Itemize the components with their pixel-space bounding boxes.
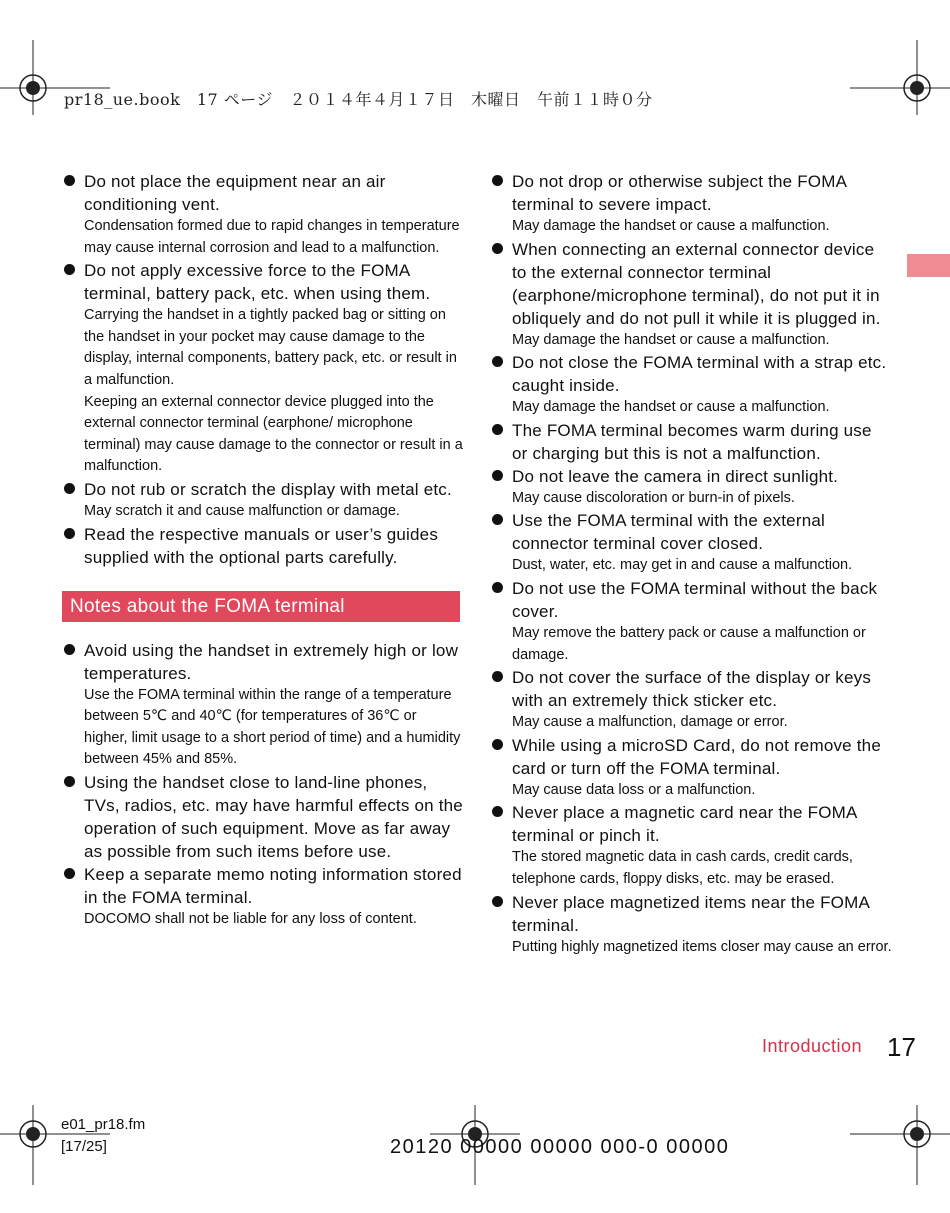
item-note: The stored magnetic data in cash cards, credit cards, telephone cards, floppy disks, etc. may be erased. — [512, 849, 853, 887]
item-note: Carrying the handset in a tightly packed bag or sitting on the handset in your pocket may cause damage to the display, internal components, battery pack, etc. or result in a malfunction. — [84, 307, 457, 388]
item-note: May cause data loss or a malfunction. — [512, 781, 756, 798]
list-item — [492, 577, 892, 666]
page-number: 17 — [887, 1032, 916, 1062]
bullet-icon — [492, 424, 503, 435]
item-title: Do not leave the camera in direct sunlight. — [512, 466, 839, 486]
item-note: May cause discoloration or burn-in of pixels. — [512, 489, 795, 506]
item-title: Read the respective manuals or user’s guides supplied with the optional parts carefully. — [84, 524, 439, 567]
bullet-icon — [64, 528, 75, 539]
item-title: Do not use the FOMA terminal without the back cover. — [512, 578, 878, 621]
list-item — [492, 891, 892, 959]
list-item — [492, 419, 892, 465]
list-item — [492, 238, 892, 352]
right-column — [492, 170, 892, 958]
book-info-header: pr18_ue.book 17 ページ ２０１４年４月１７日 木曜日 午前１１時０分 — [64, 90, 653, 109]
list-item — [492, 351, 892, 419]
list-item — [492, 734, 892, 802]
bullet-icon — [492, 470, 503, 481]
bullet-icon — [492, 356, 503, 367]
item-note: Keeping an external connector device plugged into the external connector terminal (earphone/ microphone terminal) may cause damage to the connector or result in a malfunction. — [84, 393, 463, 475]
item-title: Never place magnetized items near the FOMA terminal. — [512, 892, 870, 935]
list-item — [492, 666, 892, 734]
bullet-icon — [64, 264, 75, 275]
list-item — [64, 863, 464, 931]
item-note: May damage the handset or cause a malfunction. — [512, 218, 830, 234]
section-heading: Notes about the FOMA terminal — [62, 591, 460, 622]
item-note: Dust, water, etc. may get in and cause a malfunction. — [512, 557, 853, 574]
section-label: Introduction — [762, 1036, 863, 1056]
bullet-icon — [492, 896, 503, 907]
item-note: May damage the handset or cause a malfunction. — [512, 331, 830, 348]
bullet-icon — [492, 806, 503, 817]
page-count: [17/25] — [61, 1138, 107, 1155]
item-title: Do not drop or otherwise subject the FOMA terminal to severe impact. — [512, 172, 847, 214]
item-note: Condensation formed due to rapid changes in temperature may cause internal corrosion and lead to a malfunction. — [84, 218, 460, 256]
item-title: Do not place the equipment near an air conditioning vent. — [84, 172, 386, 214]
item-note: May damage the handset or cause a malfunction. — [512, 399, 830, 416]
bullet-icon — [492, 739, 503, 750]
list-item — [64, 771, 464, 863]
bullet-icon — [492, 175, 503, 186]
item-title: Using the handset close to land-line phones, TVs, radios, etc. may have harmful effects on the operation of such equipment. Move as far away as possible from such items before use. — [84, 772, 463, 861]
item-note: Putting highly magnetized items closer may cause an error. — [512, 938, 892, 955]
left-item-list — [64, 170, 464, 569]
left-column — [64, 170, 464, 931]
item-note: Use the FOMA terminal within the range of a temperature between 5℃ and 40℃ (for temperatures of 36℃ or higher, limit usage to a short period of time) and a humidity between 45% and 85%. — [84, 686, 461, 768]
list-item — [64, 639, 464, 771]
list-item — [492, 801, 892, 890]
file-name: e01_pr18.fm — [61, 1116, 146, 1133]
bullet-icon — [64, 175, 75, 186]
bullet-icon — [492, 582, 503, 593]
crop-mark-top-right — [850, 40, 950, 140]
list-item — [492, 465, 892, 510]
list-item — [64, 478, 464, 523]
item-title: When connecting an external connector device to the external connector terminal (earphone/microphone terminal), do not put it in obliquely and do not pull it while it is plugged in. — [512, 239, 881, 328]
item-title: Never place a magnetic card near the FOMA terminal or pinch it. — [512, 803, 857, 846]
chapter-side-tab — [907, 254, 950, 277]
bullet-icon — [64, 868, 75, 879]
left-item-list-2 — [64, 639, 464, 931]
list-item — [64, 259, 464, 478]
crop-mark-bottom-right — [850, 1105, 950, 1185]
item-title: Use the FOMA terminal with the external connector terminal cover closed. — [512, 511, 825, 554]
item-title: Do not apply excessive force to the FOMA terminal, battery pack, etc. when using them. — [84, 261, 431, 304]
item-note: May cause a malfunction, damage or error. — [512, 714, 788, 731]
list-item — [64, 523, 464, 569]
list-item — [492, 509, 892, 577]
bullet-icon — [492, 514, 503, 525]
item-title: While using a microSD Card, do not remove the card or turn off the FOMA terminal. — [512, 735, 881, 778]
item-title: Keep a separate memo noting information stored in the FOMA terminal. — [84, 864, 462, 907]
item-title: Do not close the FOMA terminal with a strap etc. caught inside. — [512, 353, 887, 396]
right-item-list — [492, 170, 892, 958]
item-title: Do not rub or scratch the display with metal etc. — [84, 479, 452, 499]
product-code: 20120 00000 00000 000-0 00000 — [390, 1136, 730, 1158]
item-title: Do not cover the surface of the display or keys with an extremely thick sticker etc. — [512, 668, 872, 711]
list-item — [64, 170, 464, 259]
item-note: May remove the battery pack or cause a malfunction or damage. — [512, 624, 866, 663]
item-title: The FOMA terminal becomes warm during use or charging but this is not a malfunction. — [512, 420, 872, 463]
bullet-icon — [64, 776, 75, 787]
bullet-icon — [64, 644, 75, 655]
item-note: May scratch it and cause malfunction or damage. — [84, 502, 400, 519]
item-note: DOCOMO shall not be liable for any loss of content. — [84, 910, 417, 927]
item-title: Avoid using the handset in extremely high or low temperatures. — [84, 640, 459, 683]
bullet-icon — [492, 243, 503, 254]
bullet-icon — [64, 483, 75, 494]
list-item — [492, 170, 892, 238]
bullet-icon — [492, 671, 503, 682]
